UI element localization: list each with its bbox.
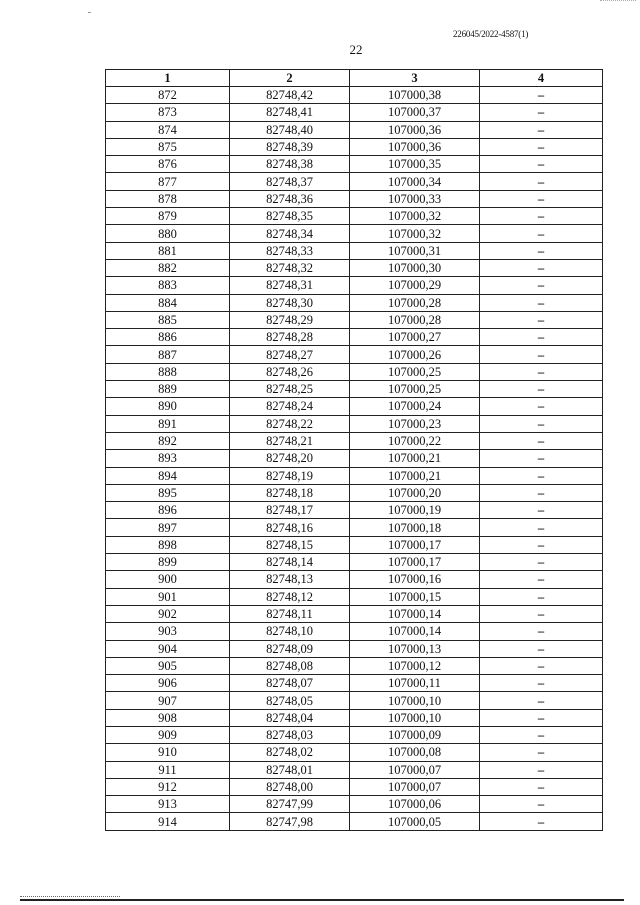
table-row [106, 588, 603, 605]
point-number-cell: 884 [106, 294, 230, 311]
y-coordinate-cell: 107000,05 [350, 813, 480, 830]
note-cell: – [480, 432, 603, 449]
x-coordinate-cell: 82748,24 [230, 398, 350, 415]
column-header-1: 1 [106, 70, 230, 87]
table-row [106, 536, 603, 553]
x-coordinate-cell: 82748,28 [230, 329, 350, 346]
table-row [106, 467, 603, 484]
y-coordinate-cell: 107000,36 [350, 138, 480, 155]
table-row [106, 329, 603, 346]
note-cell: – [480, 156, 603, 173]
point-number-cell: 901 [106, 588, 230, 605]
note-cell: – [480, 225, 603, 242]
table-row [106, 156, 603, 173]
table-row [106, 623, 603, 640]
note-cell: – [480, 536, 603, 553]
x-coordinate-cell: 82748,33 [230, 242, 350, 259]
note-cell: – [480, 208, 603, 225]
note-cell: – [480, 173, 603, 190]
x-coordinate-cell: 82748,03 [230, 726, 350, 743]
x-coordinate-cell: 82748,41 [230, 104, 350, 121]
point-number-cell: 894 [106, 467, 230, 484]
x-coordinate-cell: 82748,15 [230, 536, 350, 553]
point-number-cell: 881 [106, 242, 230, 259]
x-coordinate-cell: 82748,01 [230, 761, 350, 778]
y-coordinate-cell: 107000,36 [350, 121, 480, 138]
scan-artifact-mark [88, 12, 91, 13]
x-coordinate-cell: 82748,20 [230, 450, 350, 467]
note-cell: – [480, 726, 603, 743]
table-row [106, 432, 603, 449]
x-coordinate-cell: 82748,36 [230, 190, 350, 207]
note-cell: – [480, 588, 603, 605]
table-row [106, 398, 603, 415]
x-coordinate-cell: 82748,37 [230, 173, 350, 190]
y-coordinate-cell: 107000,09 [350, 726, 480, 743]
x-coordinate-cell: 82748,21 [230, 432, 350, 449]
note-cell: – [480, 796, 603, 813]
table-row [106, 813, 603, 830]
table-row [106, 519, 603, 536]
table-row [106, 640, 603, 657]
table-row [106, 726, 603, 743]
note-cell: – [480, 640, 603, 657]
y-coordinate-cell: 107000,21 [350, 450, 480, 467]
note-cell: – [480, 87, 603, 104]
note-cell: – [480, 484, 603, 501]
y-coordinate-cell: 107000,16 [350, 571, 480, 588]
x-coordinate-cell: 82748,34 [230, 225, 350, 242]
table-header-row [106, 70, 603, 87]
note-cell: – [480, 502, 603, 519]
y-coordinate-cell: 107000,10 [350, 692, 480, 709]
table-row [106, 87, 603, 104]
table-row [106, 173, 603, 190]
table-row [106, 675, 603, 692]
point-number-cell: 891 [106, 415, 230, 432]
note-cell: – [480, 138, 603, 155]
table-row [106, 502, 603, 519]
note-cell: – [480, 657, 603, 674]
point-number-cell: 885 [106, 311, 230, 328]
table-body [106, 87, 603, 831]
table-row [106, 796, 603, 813]
note-cell: – [480, 398, 603, 415]
table-row [106, 242, 603, 259]
y-coordinate-cell: 107000,31 [350, 242, 480, 259]
note-cell: – [480, 415, 603, 432]
x-coordinate-cell: 82747,98 [230, 813, 350, 830]
table-row [106, 778, 603, 795]
x-coordinate-cell: 82748,40 [230, 121, 350, 138]
point-number-cell: 890 [106, 398, 230, 415]
y-coordinate-cell: 107000,08 [350, 744, 480, 761]
y-coordinate-cell: 107000,30 [350, 259, 480, 276]
table-row [106, 484, 603, 501]
y-coordinate-cell: 107000,26 [350, 346, 480, 363]
x-coordinate-cell: 82748,10 [230, 623, 350, 640]
table-row [106, 311, 603, 328]
note-cell: – [480, 277, 603, 294]
y-coordinate-cell: 107000,27 [350, 329, 480, 346]
point-number-cell: 897 [106, 519, 230, 536]
footer-rule [20, 899, 624, 901]
x-coordinate-cell: 82748,08 [230, 657, 350, 674]
point-number-cell: 909 [106, 726, 230, 743]
table-row [106, 744, 603, 761]
x-coordinate-cell: 82748,27 [230, 346, 350, 363]
point-number-cell: 895 [106, 484, 230, 501]
y-coordinate-cell: 107000,28 [350, 294, 480, 311]
point-number-cell: 880 [106, 225, 230, 242]
y-coordinate-cell: 107000,21 [350, 467, 480, 484]
table-row [106, 761, 603, 778]
table-row [106, 450, 603, 467]
table-row [106, 381, 603, 398]
y-coordinate-cell: 107000,34 [350, 173, 480, 190]
note-cell: – [480, 709, 603, 726]
note-cell: – [480, 450, 603, 467]
x-coordinate-cell: 82748,26 [230, 363, 350, 380]
note-cell: – [480, 519, 603, 536]
table-row [106, 571, 603, 588]
table-row [106, 692, 603, 709]
y-coordinate-cell: 107000,24 [350, 398, 480, 415]
note-cell: – [480, 692, 603, 709]
point-number-cell: 883 [106, 277, 230, 294]
table-row [106, 415, 603, 432]
note-cell: – [480, 778, 603, 795]
point-number-cell: 910 [106, 744, 230, 761]
point-number-cell: 882 [106, 259, 230, 276]
y-coordinate-cell: 107000,25 [350, 381, 480, 398]
y-coordinate-cell: 107000,15 [350, 588, 480, 605]
y-coordinate-cell: 107000,07 [350, 778, 480, 795]
x-coordinate-cell: 82748,35 [230, 208, 350, 225]
point-number-cell: 906 [106, 675, 230, 692]
note-cell: – [480, 121, 603, 138]
table-row [106, 605, 603, 622]
point-number-cell: 873 [106, 104, 230, 121]
table-row [106, 104, 603, 121]
y-coordinate-cell: 107000,17 [350, 536, 480, 553]
table-row [106, 208, 603, 225]
y-coordinate-cell: 107000,14 [350, 623, 480, 640]
column-header-3: 3 [350, 70, 480, 87]
y-coordinate-cell: 107000,11 [350, 675, 480, 692]
note-cell: – [480, 623, 603, 640]
table-row [106, 709, 603, 726]
column-header-2: 2 [230, 70, 350, 87]
note-cell: – [480, 813, 603, 830]
point-number-cell: 872 [106, 87, 230, 104]
table-row [106, 346, 603, 363]
column-header-4: 4 [480, 70, 603, 87]
page-number: 22 [349, 42, 363, 57]
point-number-cell: 911 [106, 761, 230, 778]
coordinates-table [105, 69, 603, 831]
point-number-cell: 876 [106, 156, 230, 173]
x-coordinate-cell: 82748,30 [230, 294, 350, 311]
point-number-cell: 878 [106, 190, 230, 207]
y-coordinate-cell: 107000,28 [350, 311, 480, 328]
x-coordinate-cell: 82748,07 [230, 675, 350, 692]
note-cell: – [480, 744, 603, 761]
x-coordinate-cell: 82748,18 [230, 484, 350, 501]
table-row [106, 277, 603, 294]
y-coordinate-cell: 107000,32 [350, 208, 480, 225]
x-coordinate-cell: 82748,32 [230, 259, 350, 276]
note-cell: – [480, 190, 603, 207]
footer-dotted-rule [20, 896, 120, 898]
note-cell: – [480, 675, 603, 692]
x-coordinate-cell: 82748,12 [230, 588, 350, 605]
point-number-cell: 907 [106, 692, 230, 709]
note-cell: – [480, 259, 603, 276]
document-number: 226045/2022-4587(1) [453, 29, 529, 39]
note-cell: – [480, 104, 603, 121]
y-coordinate-cell: 107000,29 [350, 277, 480, 294]
note-cell: – [480, 294, 603, 311]
x-coordinate-cell: 82748,29 [230, 311, 350, 328]
x-coordinate-cell: 82748,05 [230, 692, 350, 709]
point-number-cell: 877 [106, 173, 230, 190]
point-number-cell: 912 [106, 778, 230, 795]
y-coordinate-cell: 107000,17 [350, 554, 480, 571]
point-number-cell: 875 [106, 138, 230, 155]
x-coordinate-cell: 82748,31 [230, 277, 350, 294]
point-number-cell: 908 [106, 709, 230, 726]
note-cell: – [480, 242, 603, 259]
y-coordinate-cell: 107000,35 [350, 156, 480, 173]
x-coordinate-cell: 82748,16 [230, 519, 350, 536]
note-cell: – [480, 363, 603, 380]
y-coordinate-cell: 107000,37 [350, 104, 480, 121]
point-number-cell: 898 [106, 536, 230, 553]
x-coordinate-cell: 82748,17 [230, 502, 350, 519]
y-coordinate-cell: 107000,32 [350, 225, 480, 242]
table-row [106, 138, 603, 155]
point-number-cell: 905 [106, 657, 230, 674]
note-cell: – [480, 605, 603, 622]
note-cell: – [480, 571, 603, 588]
note-cell: – [480, 554, 603, 571]
x-coordinate-cell: 82748,04 [230, 709, 350, 726]
x-coordinate-cell: 82748,39 [230, 138, 350, 155]
table-row [106, 121, 603, 138]
table-row [106, 363, 603, 380]
point-number-cell: 902 [106, 605, 230, 622]
point-number-cell: 886 [106, 329, 230, 346]
note-cell: – [480, 311, 603, 328]
x-coordinate-cell: 82748,11 [230, 605, 350, 622]
x-coordinate-cell: 82748,02 [230, 744, 350, 761]
y-coordinate-cell: 107000,14 [350, 605, 480, 622]
point-number-cell: 896 [106, 502, 230, 519]
scan-artifact-corner [600, 0, 636, 3]
y-coordinate-cell: 107000,38 [350, 87, 480, 104]
y-coordinate-cell: 107000,10 [350, 709, 480, 726]
y-coordinate-cell: 107000,18 [350, 519, 480, 536]
x-coordinate-cell: 82748,38 [230, 156, 350, 173]
point-number-cell: 900 [106, 571, 230, 588]
x-coordinate-cell: 82748,00 [230, 778, 350, 795]
x-coordinate-cell: 82748,14 [230, 554, 350, 571]
point-number-cell: 874 [106, 121, 230, 138]
note-cell: – [480, 467, 603, 484]
table-row [106, 657, 603, 674]
point-number-cell: 879 [106, 208, 230, 225]
point-number-cell: 913 [106, 796, 230, 813]
y-coordinate-cell: 107000,22 [350, 432, 480, 449]
x-coordinate-cell: 82748,09 [230, 640, 350, 657]
x-coordinate-cell: 82748,19 [230, 467, 350, 484]
x-coordinate-cell: 82748,42 [230, 87, 350, 104]
table-row [106, 225, 603, 242]
note-cell: – [480, 346, 603, 363]
table-row [106, 294, 603, 311]
note-cell: – [480, 761, 603, 778]
y-coordinate-cell: 107000,23 [350, 415, 480, 432]
point-number-cell: 893 [106, 450, 230, 467]
y-coordinate-cell: 107000,07 [350, 761, 480, 778]
y-coordinate-cell: 107000,33 [350, 190, 480, 207]
point-number-cell: 899 [106, 554, 230, 571]
point-number-cell: 914 [106, 813, 230, 830]
point-number-cell: 887 [106, 346, 230, 363]
x-coordinate-cell: 82748,22 [230, 415, 350, 432]
x-coordinate-cell: 82748,13 [230, 571, 350, 588]
x-coordinate-cell: 82748,25 [230, 381, 350, 398]
point-number-cell: 888 [106, 363, 230, 380]
y-coordinate-cell: 107000,13 [350, 640, 480, 657]
table-row [106, 554, 603, 571]
y-coordinate-cell: 107000,25 [350, 363, 480, 380]
point-number-cell: 892 [106, 432, 230, 449]
note-cell: – [480, 329, 603, 346]
x-coordinate-cell: 82747,99 [230, 796, 350, 813]
point-number-cell: 889 [106, 381, 230, 398]
y-coordinate-cell: 107000,20 [350, 484, 480, 501]
y-coordinate-cell: 107000,19 [350, 502, 480, 519]
point-number-cell: 903 [106, 623, 230, 640]
y-coordinate-cell: 107000,06 [350, 796, 480, 813]
note-cell: – [480, 381, 603, 398]
table-row [106, 259, 603, 276]
table-row [106, 190, 603, 207]
point-number-cell: 904 [106, 640, 230, 657]
y-coordinate-cell: 107000,12 [350, 657, 480, 674]
